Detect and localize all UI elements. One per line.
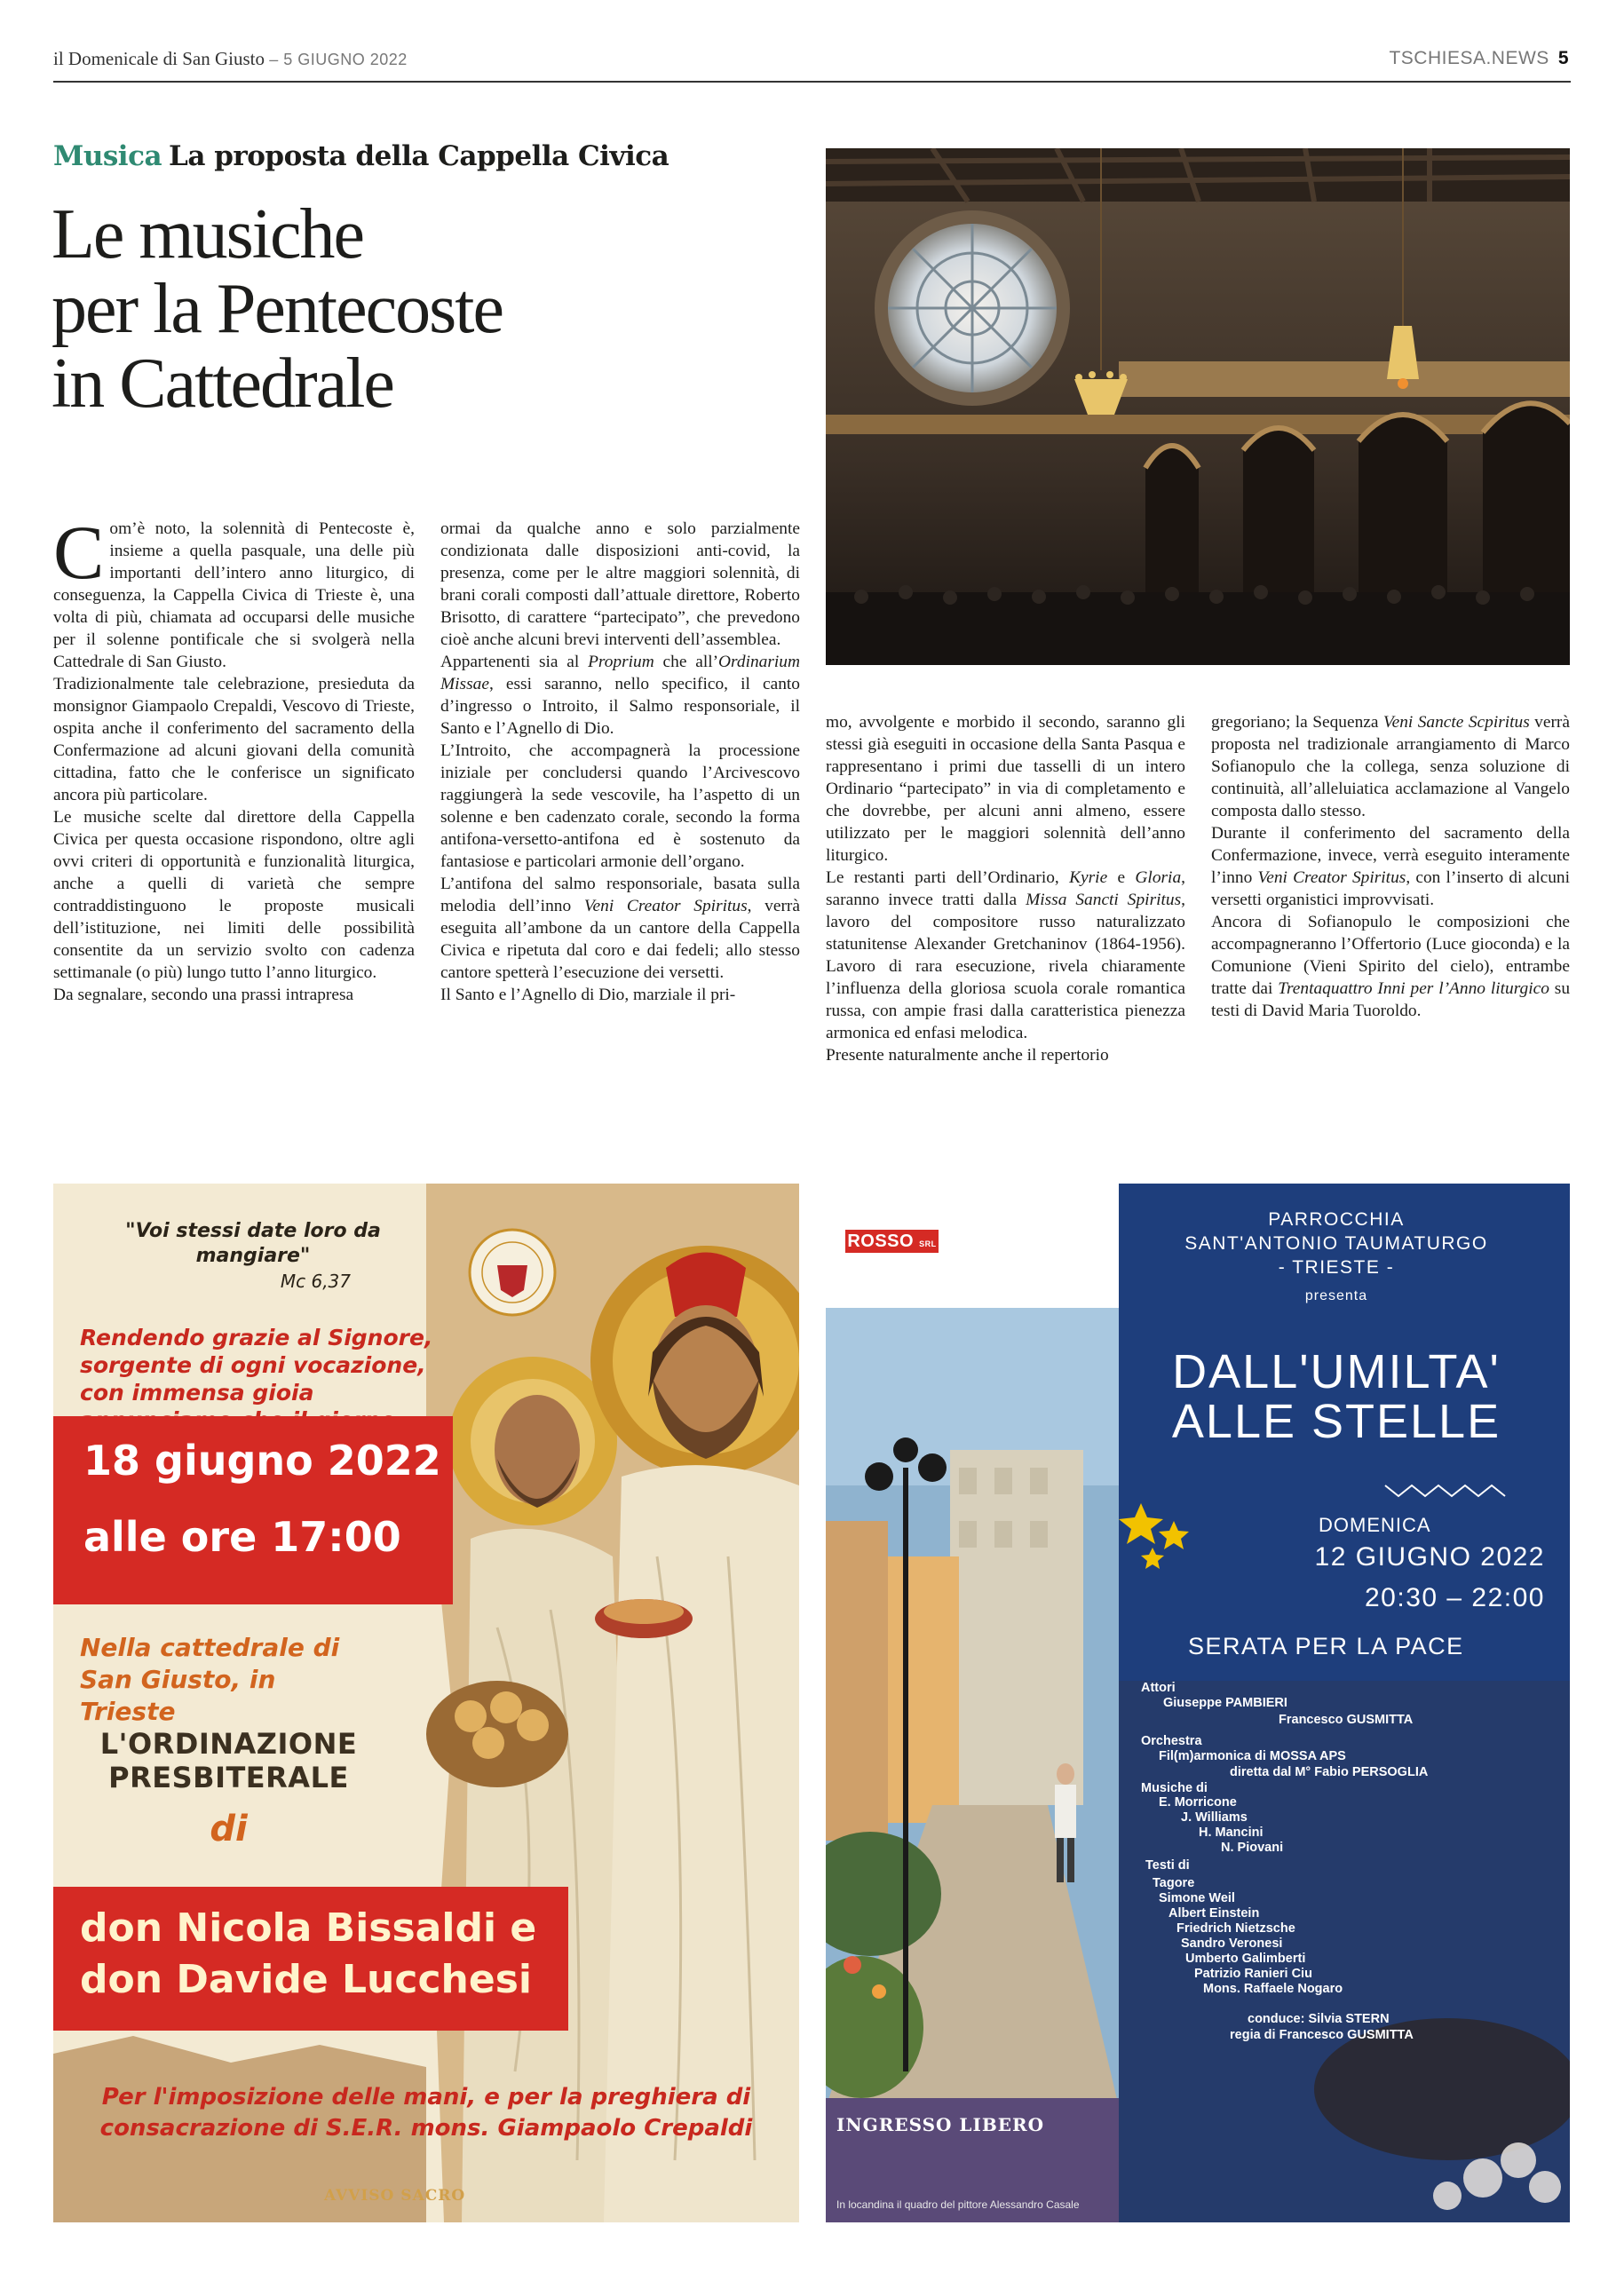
credit-name: Fil(m)armonica di MOSSA APS bbox=[1159, 1749, 1346, 1763]
italic-term: Kyrie bbox=[1069, 868, 1108, 887]
drop-cap: C bbox=[53, 510, 105, 595]
text-run: , essi saranno, nello specifico, il canto d’ingresso o Introito, il Salmo responsoriale, il Santo e l’Agnello di Dio. bbox=[440, 675, 800, 738]
italic-term: Gloria bbox=[1135, 868, 1182, 887]
italic-term: Veni Creator Spiritus bbox=[583, 897, 748, 915]
event-time: 20:30 – 22:00 bbox=[1364, 1583, 1545, 1612]
credit-name: diretta dal M° Fabio PERSOGLIA bbox=[1230, 1765, 1429, 1779]
credit-host: conduce: Silvia STERN bbox=[1248, 2012, 1390, 2026]
candidate-name-1: don Nicola Bissaldi e bbox=[80, 1905, 537, 1951]
free-entry-label: INGRESSO LIBERO bbox=[836, 2114, 1045, 2135]
paragraph-text: om’è noto, la solennità di Pentecoste è, insieme a quella pasquale, una delle più importanti dell’intero anno liturgico, di conseguenza, la Cappella Civica di Trieste è, una volta di più, chiamata ad occuparsi delle musiche per il solenne pontificale che si svolgerà nella Cattedrale di San Giusto. bbox=[53, 519, 415, 671]
event-day: DOMENICA bbox=[1319, 1514, 1431, 1536]
parish-line: - TRIESTE - bbox=[1278, 1257, 1395, 1278]
credit-director: regia di Francesco GUSMITTA bbox=[1230, 2028, 1414, 2042]
event-subtitle: SERATA PER LA PACE bbox=[1188, 1633, 1464, 1659]
text-run: , lavoro del compositore russo naturalizzato statunitense Alexander Gretchaninov (1864-1956). Lavoro di rara esecuzione, rivela chiaramente l’influenza della gloriosa scuola corale romantica russa, con ampie frasi dalla caratteristica pienezza armonica ed enfasi melodica. bbox=[826, 891, 1185, 1042]
credit-name: Tagore bbox=[1153, 1876, 1195, 1890]
text-run: su testi di David Maria Tuoroldo. bbox=[1211, 979, 1571, 1020]
ordination-announcement-ad bbox=[53, 1184, 799, 2222]
issue-date: – 5 GIUGNO 2022 bbox=[269, 51, 408, 68]
paragraph: Il Santo e l’Agnello di Dio, marziale il pri- bbox=[440, 986, 736, 1004]
page-header-site bbox=[1389, 48, 1569, 69]
credit-name: Giuseppe PAMBIERI bbox=[1163, 1696, 1287, 1710]
paragraph: ormai da qualche anno e solo parzialmente condizionata dalle disposizioni anti-covid, la presenza, come per le altre maggiori solennità, di brani corali composti dall’attuale direttore, Roberto Brisotto, di carattere “partecipato”, che prevedono cioè anche alcuni brevi interventi dell’assemblea. bbox=[440, 519, 800, 649]
sponsor-logo-tag: SRL bbox=[919, 1239, 937, 1248]
credit-name: H. Mancini bbox=[1199, 1826, 1264, 1840]
cathedral-illustration bbox=[826, 148, 1570, 665]
paragraph bbox=[440, 651, 800, 740]
parish-line: SANT'ANTONIO TAUMATURGO bbox=[1184, 1233, 1488, 1254]
article-title bbox=[51, 197, 797, 421]
text-run: , saranno invece tratti dalla bbox=[826, 868, 1185, 909]
ordination-title-line: PRESBITERALE bbox=[108, 1761, 349, 1794]
cathedral-interior-photo bbox=[826, 148, 1570, 665]
site-name: TSCHIESA.NEWS bbox=[1389, 48, 1549, 68]
ordination-date: 18 giugno 2022 bbox=[83, 1437, 441, 1485]
italic-term: Veni Creator Spiritus bbox=[1257, 868, 1406, 887]
event-date: 12 GIUGNO 2022 bbox=[1314, 1542, 1545, 1572]
text-run: verrà proposta nel tradizionale arrangiamento di Marco Sofianopulo che la collega, senza soluzione di continuità, all’alleluiatica acclamazione al Vangelo composta dallo stesso. bbox=[1211, 713, 1571, 820]
paragraph: mo, avvolgente e morbido il secondo, saranno gli stessi già eseguiti in occasione della Santa Pasqua e rappresentano i primi due tasselli di un intero Ordinario “partecipato” in via di completamento e che dovrebbe, per alcuni anni almeno, essere utilizzato per le maggiori solennità dell’anno liturgico. bbox=[826, 713, 1185, 865]
parish-name bbox=[1119, 1208, 1554, 1279]
paragraph: Le musiche scelte dal direttore della Cappella Civica per questa occasione rispondono, oltre agli ovvi criteri di opportunità e funzionalità liturgica, anche a quelli di varietà che sempre contraddistinguono le proposte musicali dell’istituzione, nei limiti delle possibilità consentite da un servizio svolto con cadenza settimanale (o più) lungo tutto l’anno liturgico. bbox=[53, 808, 415, 982]
italic-term: Proprium bbox=[588, 653, 654, 671]
page-number: 5 bbox=[1557, 48, 1569, 68]
event-title-line: ALLE STELLE bbox=[1171, 1395, 1501, 1448]
publication-name: il Domenicale di San Giusto bbox=[53, 48, 265, 69]
article-column-2 bbox=[440, 518, 800, 1006]
ordination-place: Nella cattedrale di San Giusto, in Trieste bbox=[80, 1633, 340, 1726]
gospel-quote bbox=[120, 1219, 386, 1294]
paragraph: L’Introito, che accompagnerà la processione iniziale per concludersi quando l’Arcivescovo raggiungerà la sede vescovile, ha l’aspetto di un solenne e ben cadenzato corale, secondo la forma antifona-versetto-antifona ed è sostenuto da fantasiose e particolari armonie dell’organo. bbox=[440, 741, 800, 871]
sponsor-logo-text: ROSSO bbox=[847, 1232, 915, 1251]
italic-term: Veni Sancte Scpiritus bbox=[1382, 713, 1530, 732]
text-run: , verrà eseguita all’ambone da un cantore della Cappella Civica e ripetuta dal coro e dai fedeli; allo stesso cantore spetterà l’esecuzione dei versetti. bbox=[440, 897, 800, 982]
credits-label: Musiche di bbox=[1141, 1781, 1208, 1795]
ad-footer-label: AVVISO SACRO bbox=[324, 2187, 466, 2205]
paragraph: Da segnalare, secondo una prassi intrapresa bbox=[53, 986, 354, 1004]
paragraph bbox=[1211, 822, 1570, 911]
ordination-title bbox=[53, 1727, 404, 1794]
text-run: e bbox=[1107, 868, 1136, 887]
ordination-title-line: L'ORDINAZIONE bbox=[99, 1727, 358, 1761]
di-word: di bbox=[210, 1809, 248, 1849]
text-run: L’antifona del salmo responsoriale, basata sulla melodia dell’inno bbox=[440, 875, 800, 915]
event-title-line: DALL'UMILTA' bbox=[1172, 1345, 1501, 1398]
credit-name: J. Williams bbox=[1181, 1810, 1248, 1825]
concert-poster-ad bbox=[826, 1184, 1570, 2222]
kicker-text: La proposta della Cappella Civica bbox=[169, 140, 669, 172]
section-label: Musica bbox=[53, 140, 162, 172]
paragraph bbox=[1211, 911, 1570, 1022]
credits-label: Testi di bbox=[1145, 1858, 1190, 1873]
presenta-label: presenta bbox=[1304, 1288, 1368, 1303]
imposition-text: Per l'imposizione delle mani, e per la preghiera di consacrazione di S.E.R. mons. Giampaolo Crepaldi bbox=[99, 2084, 753, 2142]
credit-name: Friedrich Nietzsche bbox=[1176, 1921, 1295, 1936]
event-title bbox=[1119, 1347, 1554, 1446]
thanks-text: Rendendo grazie al Signore, sorgente di ogni vocazione, con immensa gioia bbox=[80, 1325, 433, 1406]
candidate-name-2: don Davide Lucchesi bbox=[80, 1957, 532, 2002]
italic-term: Missa Sancti Spiritus bbox=[1026, 891, 1182, 909]
title-line: per la Pentecoste bbox=[51, 270, 503, 348]
italic-term: Ordinarium Missae bbox=[440, 653, 800, 693]
painting-caption: In locandina il quadro del pittore Alessandro Casale bbox=[836, 2198, 1080, 2211]
article-kicker bbox=[53, 140, 669, 172]
credit-name: Patrizio Ranieri Ciu bbox=[1194, 1967, 1312, 1981]
parish-line: PARROCCHIA bbox=[1268, 1209, 1405, 1230]
credit-name: Mons. Raffaele Nogaro bbox=[1203, 1982, 1343, 1996]
page-header-publication bbox=[53, 48, 408, 70]
text-run: Le restanti parti dell’Ordinario, bbox=[826, 868, 1070, 887]
credit-name: E. Morricone bbox=[1159, 1795, 1237, 1810]
paragraph: Tradizionalmente tale celebrazione, presieduta da monsignor Giampaolo Crepaldi, Vescovo di Trieste, ospita anche il conferimento del sacramento della Confermazione ad alcuni giovani della comunità cittadina, fatto che le conferisce un significato ancora più particolare. bbox=[53, 675, 415, 804]
title-line: in Cattedrale bbox=[51, 345, 393, 423]
text-run: Ancora di Sofianopulo le composizioni che accompagneranno l’Offertorio (Luce gioconda) e la Comunione (Vieni Spirito del cielo), entrambe tratte dai bbox=[1211, 913, 1570, 998]
ordination-time: alle ore 17:00 bbox=[83, 1513, 401, 1561]
quote-reference: Mc 6,37 bbox=[280, 1271, 351, 1292]
header-rule bbox=[53, 81, 1571, 83]
italic-term: Trentaquattro Inni per l’Anno liturgico bbox=[1278, 979, 1549, 998]
credits-label: Attori bbox=[1141, 1681, 1176, 1695]
credit-name: Sandro Veronesi bbox=[1181, 1936, 1283, 1951]
title-line: Le musiche bbox=[51, 195, 363, 273]
paragraph: Presente naturalmente anche il repertorio bbox=[826, 1046, 1109, 1065]
text-run: Appartenenti sia al bbox=[440, 653, 589, 671]
article-column-1 bbox=[53, 510, 415, 1006]
paragraph bbox=[53, 510, 415, 673]
article-column-4 bbox=[1211, 711, 1570, 1022]
credit-name: N. Piovani bbox=[1221, 1841, 1284, 1855]
credit-name: Umberto Galimberti bbox=[1185, 1952, 1306, 1966]
text-run: , con l’inserto di alcuni versetti organistici improvvisati. bbox=[1211, 868, 1570, 909]
text-run: Durante il conferimento del sacramento della Confermazione, invece, verrà eseguito interamente l’inno bbox=[1211, 824, 1570, 887]
sponsor-logo bbox=[845, 1230, 939, 1253]
credit-name: Francesco GUSMITTA bbox=[1279, 1713, 1414, 1727]
credits-label: Orchestra bbox=[1141, 1734, 1202, 1748]
paragraph bbox=[440, 873, 800, 984]
quote-text: "Voi stessi date loro da mangiare" bbox=[125, 1220, 381, 1267]
paragraph bbox=[826, 867, 1185, 1044]
credit-name: Simone Weil bbox=[1159, 1891, 1235, 1905]
credit-name: Albert Einstein bbox=[1168, 1906, 1260, 1921]
event-credits bbox=[826, 1681, 1570, 2054]
paragraph bbox=[1211, 711, 1570, 822]
text-run: che all’ bbox=[654, 653, 719, 671]
article-column-3 bbox=[826, 711, 1185, 1066]
text-run: gregoriano; la Sequenza bbox=[1211, 713, 1383, 732]
